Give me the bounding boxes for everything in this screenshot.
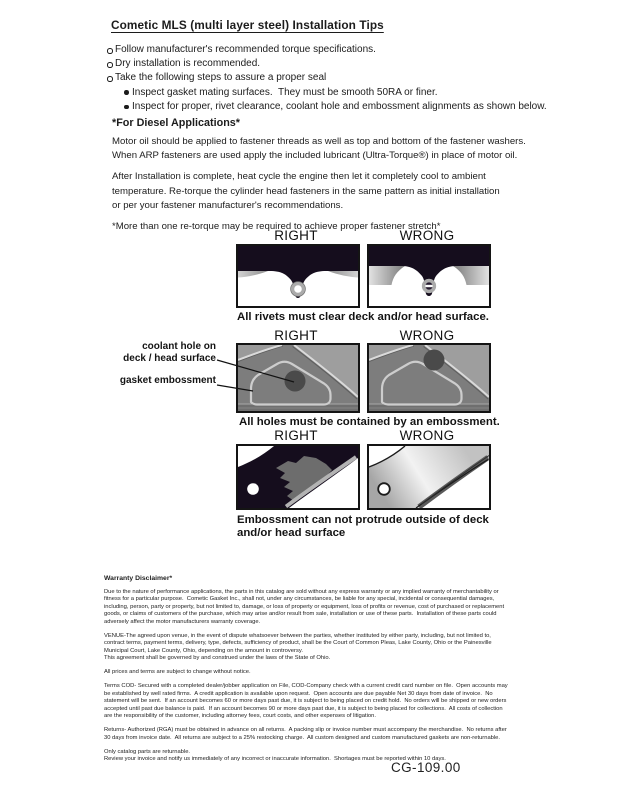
diagram-caption: All holes must be contained by an embossment. [239, 416, 500, 428]
tip-text: Dry installation is recommended. [115, 58, 261, 70]
diesel-note: *More than one re-torque may be required to achieve proper fastener stretch* [112, 221, 441, 233]
diagram-hole-right [236, 343, 360, 413]
rivet-right-graphic [238, 246, 358, 306]
disclaimer-paragraph: Due to the nature of performance applications, the parts in this catalog are sold without any express warranty or any implied warranty of merchantability or fitness for a particular purpose. Cometic Gasket Inc., shall not, under any circumstances, be liable for any special, incidental or consequential damages, including, person, party or property, but not limited to, damage, or loss of property or equipment, loss of profits or revenue, cost of purchased or replacement goods, or claims of customers of the purchase, which may arise and/or result from sale, installation or use of these parts. Installation of these parts could adversely affect the motor manufacturers warranty coverage. [104, 588, 505, 625]
bullet-icon [107, 48, 113, 54]
diagram-rivet-wrong [367, 244, 491, 308]
right-label: RIGHT [274, 428, 318, 443]
tip-text: Follow manufacturer's recommended torque specifications. [115, 44, 376, 55]
tips-list [107, 43, 567, 114]
bullet-icon [107, 76, 113, 82]
coolant-hole [285, 371, 306, 392]
disclaimer-heading: Warranty Disclaimer* [104, 575, 173, 582]
bolt-hole [247, 483, 259, 495]
wrong-label: WRONG [399, 428, 455, 443]
diagram-caption: All rivets must clear deck and/or head surface. [237, 311, 489, 323]
wrong-label: WRONG [399, 228, 455, 243]
diagram-embossment-right [236, 444, 360, 510]
list-item [107, 43, 567, 57]
tip-text: Inspect gasket mating surfaces. They must be smooth 50RA or finer. [132, 86, 438, 98]
list-item [124, 100, 567, 114]
prices-paragraph: All prices and terms are subject to change without notice. [104, 669, 251, 675]
catalog-parts-paragraph: Only catalog parts are returnable. Review your invoice and notify us immediately of any incorrect or inaccurate information. Shortages must be reported within 10 days. [104, 748, 446, 762]
warranty-disclaimer [104, 575, 574, 770]
diagram-caption: Embossment can not protrude outside of deck and/or head surface [237, 514, 489, 539]
embossment-callout: gasket embossment [119, 375, 216, 386]
page-title: Cometic MLS (multi layer steel) Installation Tips [111, 18, 384, 32]
embossment-right-graphic [238, 446, 358, 508]
list-item [124, 86, 567, 100]
diagram-embossment-wrong [367, 444, 491, 510]
coolant-hole [424, 350, 445, 371]
right-label: RIGHT [274, 228, 318, 243]
embossment-wrong-graphic [369, 446, 489, 508]
tip-text: Take the following steps to assure a proper seal [115, 72, 327, 84]
bolt-hole [378, 483, 390, 495]
rivet [292, 283, 303, 294]
coolant-hole-callout: coolant hole on deck / head surface [123, 341, 216, 364]
sub-bullet-icon [124, 90, 129, 95]
diesel-paragraph: Motor oil should be applied to fastener threads as well as top and bottom of the fastener washers. When ARP fasteners are used apply the included lubricant (Ultra-Torque®) in place of motor oil. [112, 136, 526, 162]
returns-paragraph: Returns- Authorized (RGA) must be obtained in advance on all returns. A packing slip or invoice number must accompany the merchandise. No returns after 30 days from invoice date. All returns are subject to a 25% restocking charge. All custom designed and custom manufactured gaskets are non-returnable. [104, 727, 507, 741]
diagram-hole-wrong [367, 343, 491, 413]
diagram-rivet-right [236, 244, 360, 308]
diesel-paragraph: After Installation is complete, heat cycle the engine then let it completely cool to ambient temperature. Re-torque the cylinder head fasteners in the same pattern as initial installation or per your fastener manufacturer's recommendations. [112, 171, 500, 211]
wrong-label: WRONG [399, 328, 455, 343]
list-item [107, 57, 567, 71]
rivet-wrong-graphic [369, 246, 489, 306]
tip-text: Inspect for proper, rivet clearance, coolant hole and embossment alignments as shown below. [132, 100, 547, 112]
terms-paragraph: Terms COD- Secured with a completed dealer/jobber application on File, COD-Company check with a current credit card number on file. Open accounts may be established by well rated firms. A credit application is available upon request. Open accounts are due payable Net 30 days from date of invoice. No statement will be sent. If an account becomes 60 or more days past due, it is subject to being placed on credit hold. No orders will be shipped or new orders accepted until past due balance is paid. If an account becomes 90 or more days past due, it is subject to being placed for collections. All costs of collection are the responsibility of the customer, including attorney fees, court costs, and other expenses of litigation. [104, 683, 508, 719]
hole-wrong-graphic [369, 345, 489, 411]
venue-paragraph: VENUE-The agreed upon venue, in the event of dispute whatsoever between the parties, whether instituted by either party, including, but not limited to, contract terms, payment terms, delivery, type, defects, sufficiency of product, shall be the Court of Common Pleas, Lake County, Ohio or the Painesville Municipal Court, Lake County, Ohio, depending on the amount in controversy. This agreement shall be governed by and construed under the laws of the State of Ohio. [104, 632, 492, 661]
hole-right-graphic [238, 345, 358, 411]
sub-bullet-icon [124, 105, 129, 110]
diesel-section [112, 117, 582, 241]
list-item [107, 71, 567, 85]
diesel-heading: *For Diesel Applications* [112, 117, 240, 129]
page-number: CG-109.00 [391, 760, 461, 775]
right-label: RIGHT [274, 328, 318, 343]
bullet-icon [107, 62, 113, 68]
